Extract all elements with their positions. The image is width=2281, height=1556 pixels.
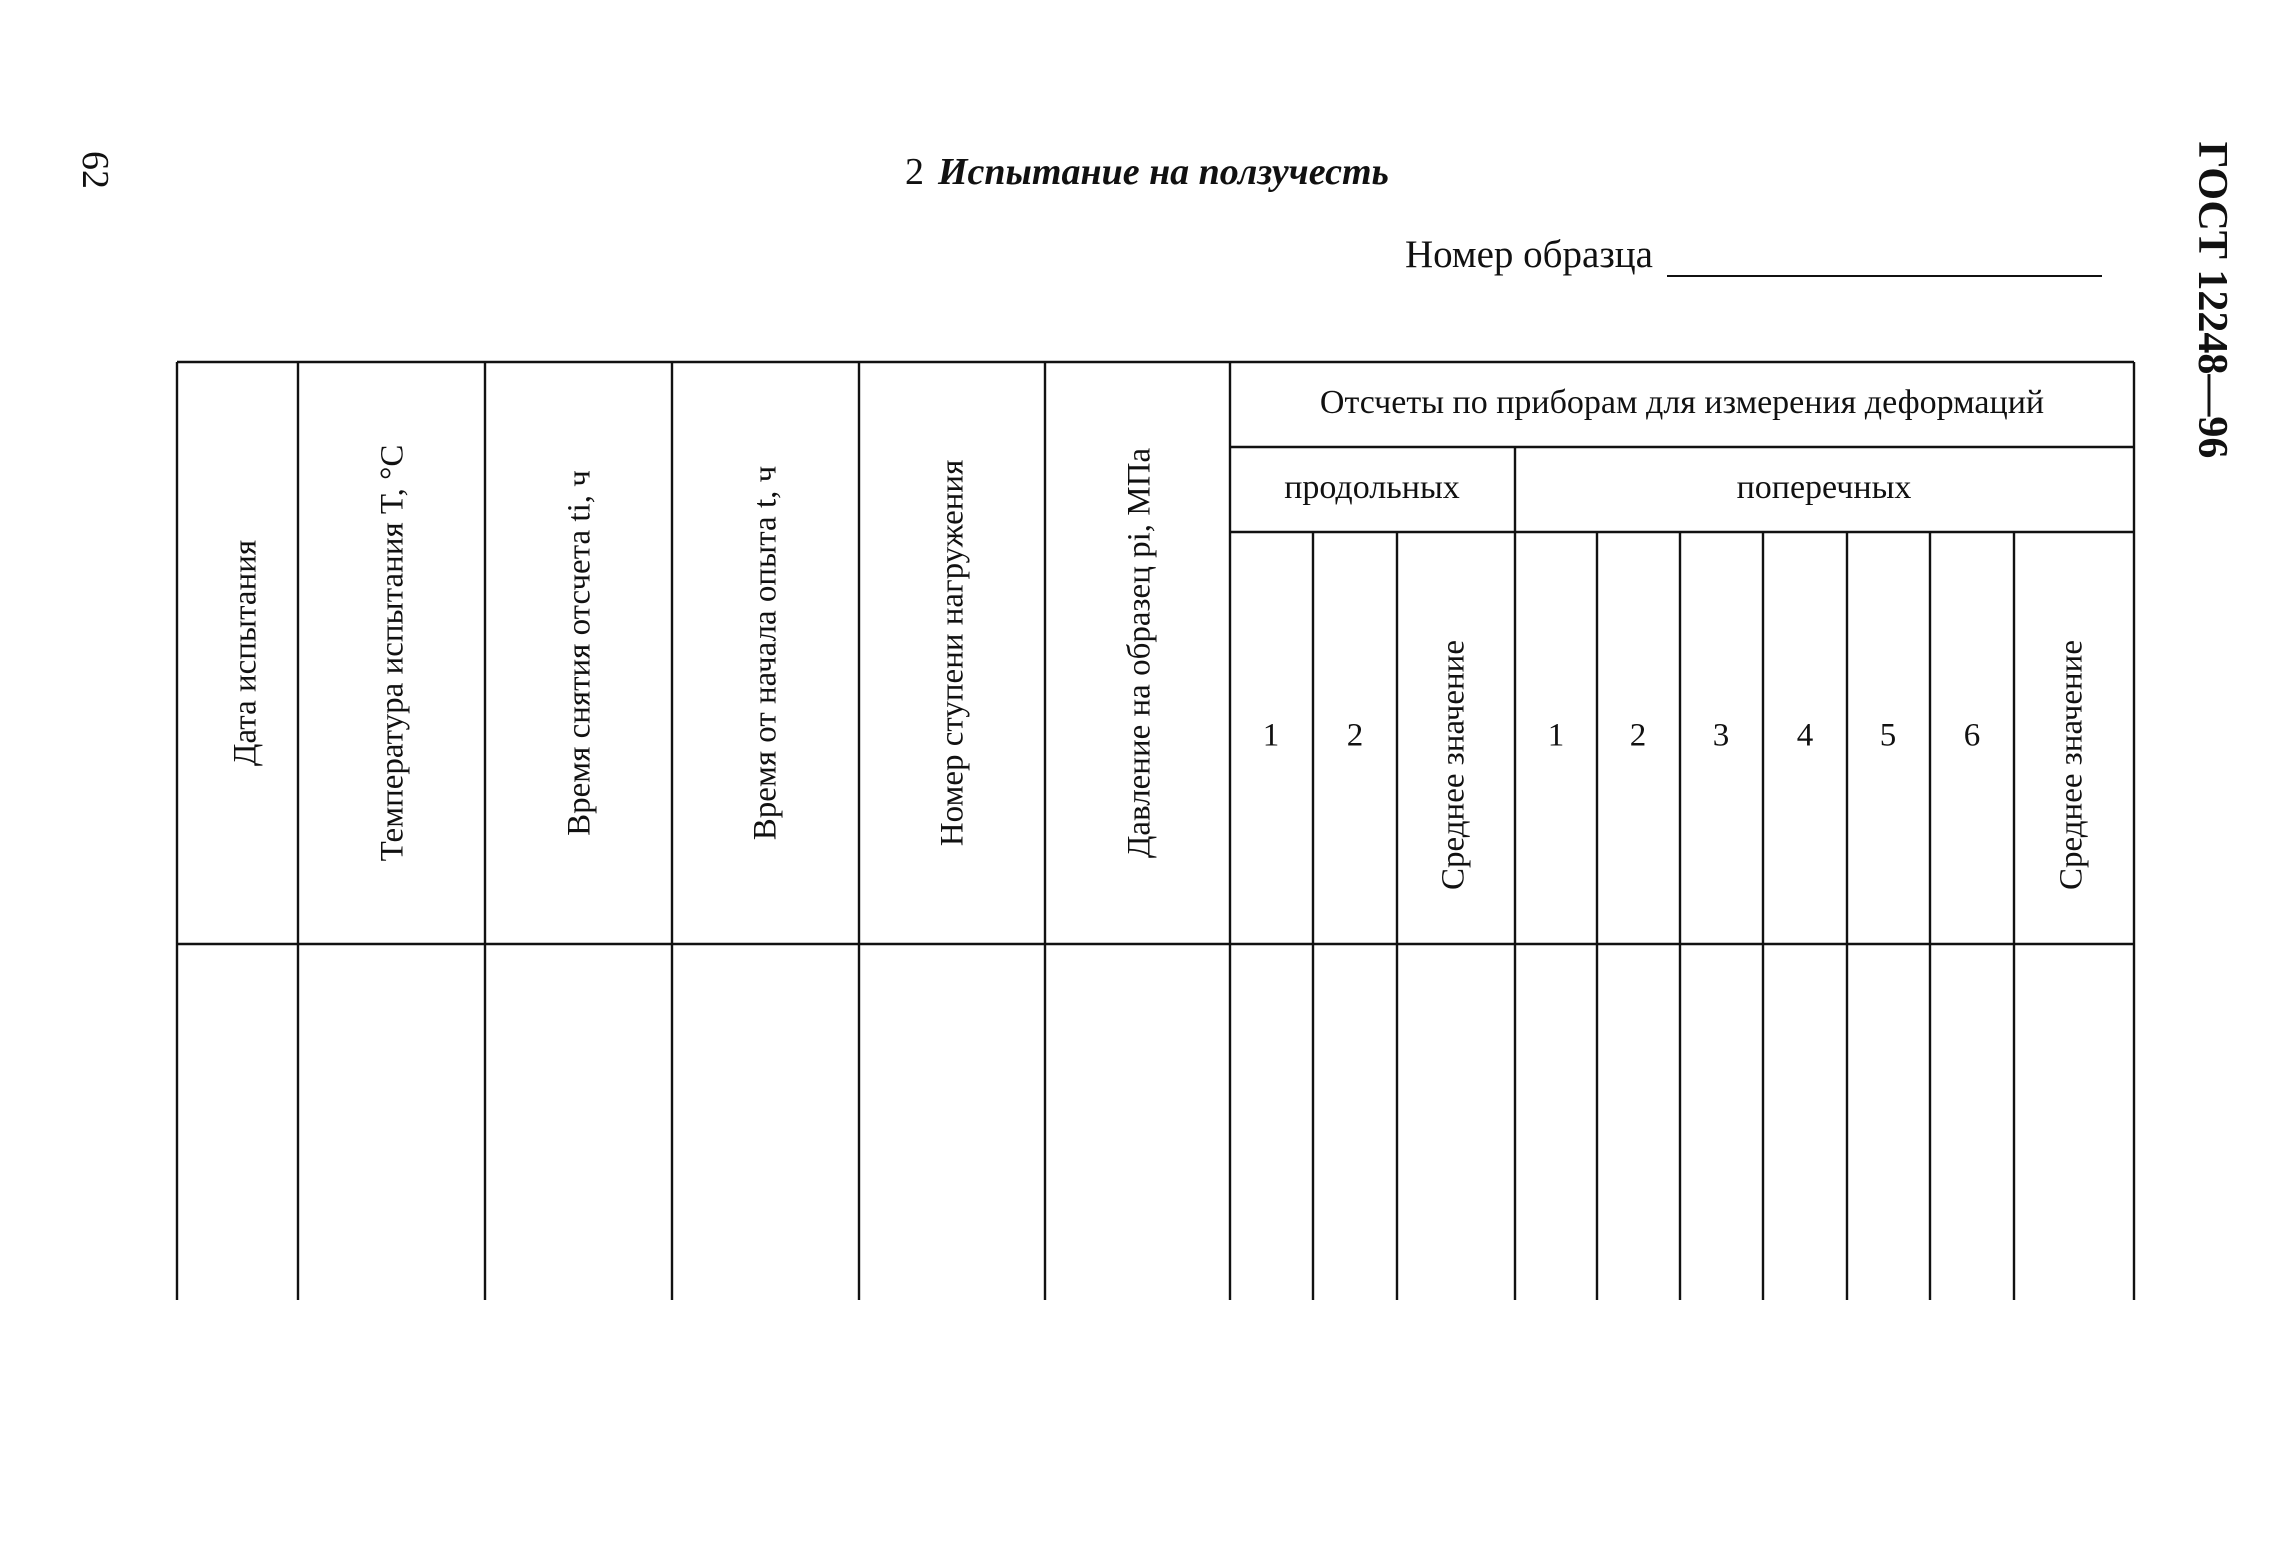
header-test-temperature: Температура испытания T, °С	[374, 444, 411, 862]
header-trans-col-2: 2	[1629, 717, 1647, 754]
header-long-col-1: 1	[1262, 717, 1280, 754]
header-trans-col-5: 5	[1879, 717, 1897, 754]
header-trans-col-6: 6	[1963, 717, 1981, 754]
header-long-col-2: 2	[1346, 717, 1364, 754]
header-test-date: Дата испытания	[227, 539, 264, 767]
header-pressure: Давление на образец pi, МПа	[1121, 447, 1158, 859]
header-instrument-readings: Отсчеты по приборам для измерения деформаций	[1319, 383, 2045, 421]
header-transverse: поперечных	[1736, 468, 1912, 506]
section-number: 2	[905, 151, 924, 193]
header-load-step: Номер ступени нагружения	[934, 459, 971, 847]
standard-code: ГОСТ 12248—96	[2189, 141, 2235, 459]
header-elapsed-time: Время от начала опыта t, ч	[747, 465, 784, 841]
section-title-text: Испытание на ползучесть	[938, 151, 1389, 193]
header-long-average: Среднее значение	[1435, 640, 1472, 890]
header-trans-col-3: 3	[1712, 717, 1730, 754]
header-reading-time: Время снятия отсчета ti, ч	[561, 470, 598, 836]
header-longitudinal: продольных	[1284, 468, 1460, 506]
header-trans-col-1: 1	[1547, 717, 1565, 754]
page-number: 62	[74, 151, 116, 189]
header-trans-col-4: 4	[1796, 717, 1814, 754]
header-trans-average: Среднее значение	[2053, 640, 2090, 890]
sample-number-label: Номер образца	[1405, 233, 1653, 276]
